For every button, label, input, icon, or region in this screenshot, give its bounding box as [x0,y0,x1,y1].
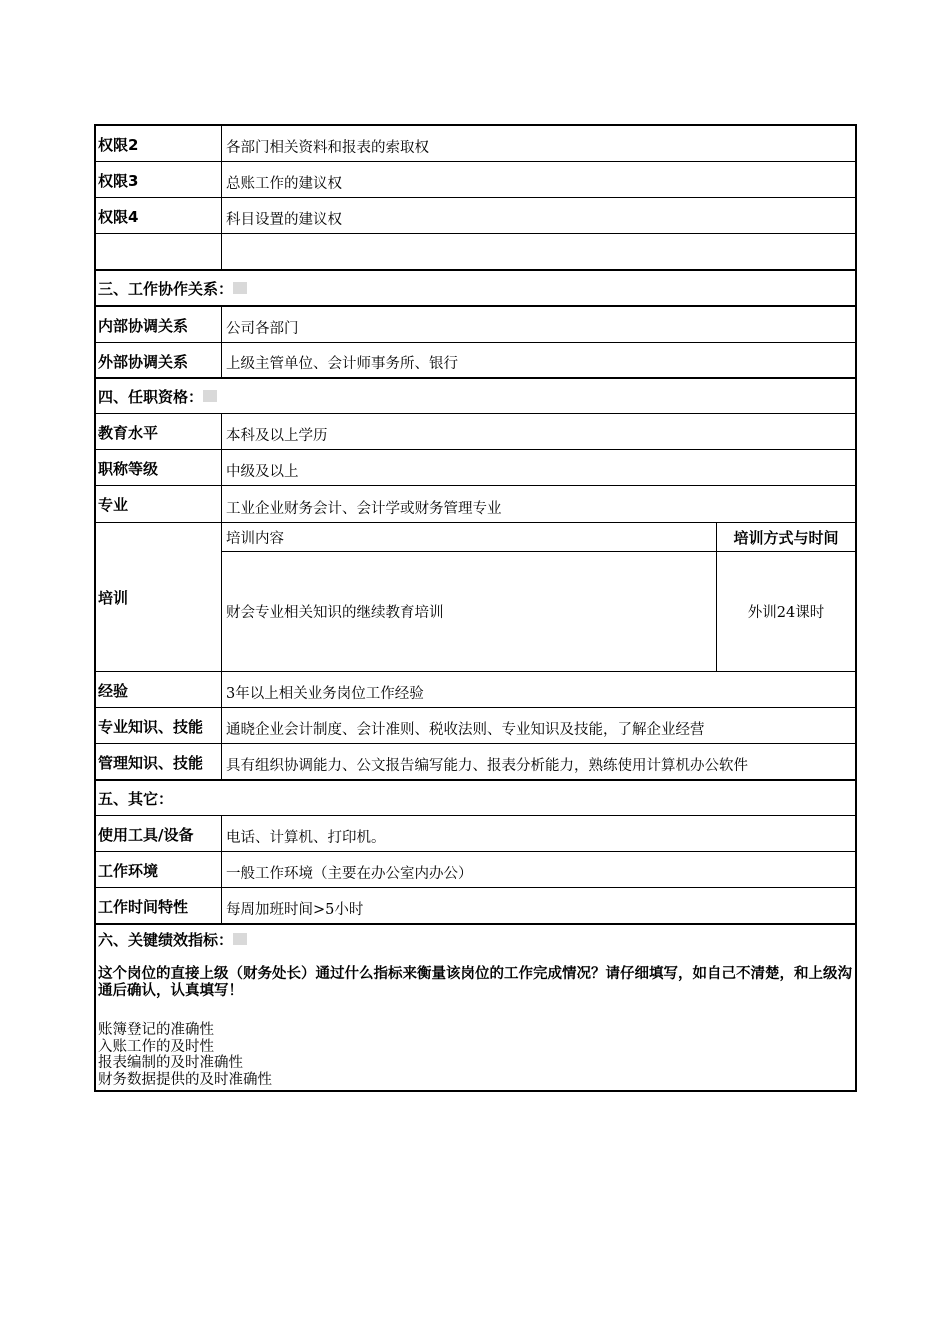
section-title: 三、工作协作关系： [98,279,234,298]
row-value: 总账工作的建议权 [226,176,342,192]
table-row [96,708,855,744]
table-row [96,486,855,523]
row-label: 工作时间特性 [96,888,222,923]
section-title: 五、其它： [98,789,174,808]
cell-shading [233,933,247,945]
section-title: 六、关键绩效指标： [98,931,234,949]
list-item: 账簿登记的准确性 [98,1022,214,1038]
row-label: 权限4 [96,198,222,233]
row-label: 专业 [96,486,222,522]
training-method: 外训24课时 [747,605,825,621]
row-label: 经验 [96,672,222,707]
training-row [96,523,855,672]
training-content: 财会专业相关知识的继续教育培训 [222,552,717,671]
cell-shading [203,390,217,402]
list-item: 财务数据提供的及时准确性 [98,1071,272,1088]
row-value: 本科及以上学历 [226,428,328,444]
row-value: 工业企业财务会计、会计学或财务管理专业 [226,501,502,517]
kpi-title-line [98,929,853,950]
row-value: 公司各部门 [226,321,299,337]
table-row [96,307,855,343]
row-value: 电话、计算机、打印机。 [226,830,386,846]
table-row [96,343,855,379]
row-label: 外部协调关系 [96,343,222,377]
table-row [96,852,855,888]
table-row [96,888,855,925]
section-header-qualification [96,379,855,414]
job-description-table [94,124,857,1092]
row-value: 科目设置的建议权 [226,212,342,228]
table-row [96,162,855,198]
row-label: 管理知识、技能 [96,744,222,779]
table-row [96,672,855,708]
table-row [96,414,855,450]
table-row [96,234,855,271]
table-row [96,198,855,234]
training-content-header: 培训内容 [222,523,717,551]
row-label [96,234,222,269]
row-value: 一般工作环境（主要在办公室内办公） [226,866,473,882]
row-label: 专业知识、技能 [96,708,222,743]
row-label: 培训 [96,523,222,671]
list-item: 报表编制的及时准确性 [98,1055,243,1071]
training-method-header: 培训方式与时间 [733,528,839,547]
row-label: 使用工具/设备 [96,816,222,851]
row-value: 上级主管单位、会计师事务所、银行 [226,356,458,372]
kpi-section [96,925,855,1090]
row-label: 权限2 [96,126,222,161]
table-row [96,816,855,852]
cell-shading [233,282,247,294]
section-header-other [96,781,855,816]
row-value: 3年以上相关业务岗位工作经验 [226,686,424,702]
kpi-instruction: 这个岗位的直接上级（财务处长）通过什么指标来衡量该岗位的工作完成情况？请仔细填写，如自己不清楚，和上级沟通后确认，认真填写！ [98,966,852,999]
row-value: 各部门相关资料和报表的索取权 [226,140,429,156]
row-value: 通晓企业会计制度、会计准则、税收法则、专业知识及技能，了解企业经营 [226,722,705,738]
training-body [222,552,855,671]
row-value [222,234,855,269]
row-label: 教育水平 [96,414,222,449]
table-row [96,450,855,486]
training-header [222,523,855,552]
row-value: 中级及以上 [226,464,299,480]
table-row [96,744,855,781]
row-value: 具有组织协调能力、公文报告编写能力、报表分析能力，熟练使用计算机办公软件 [226,758,748,774]
row-label: 权限3 [96,162,222,197]
section-title: 四、任职资格： [98,387,204,406]
table-row [96,126,855,162]
section-header-cooperation [96,271,855,307]
row-label: 工作环境 [96,852,222,887]
kpi-list [98,1022,853,1088]
training-subtable [222,523,855,671]
row-label: 内部协调关系 [96,307,222,342]
list-item: 入账工作的及时性 [98,1038,214,1055]
row-label: 职称等级 [96,450,222,485]
row-value: 每周加班时间>5小时 [226,902,364,918]
